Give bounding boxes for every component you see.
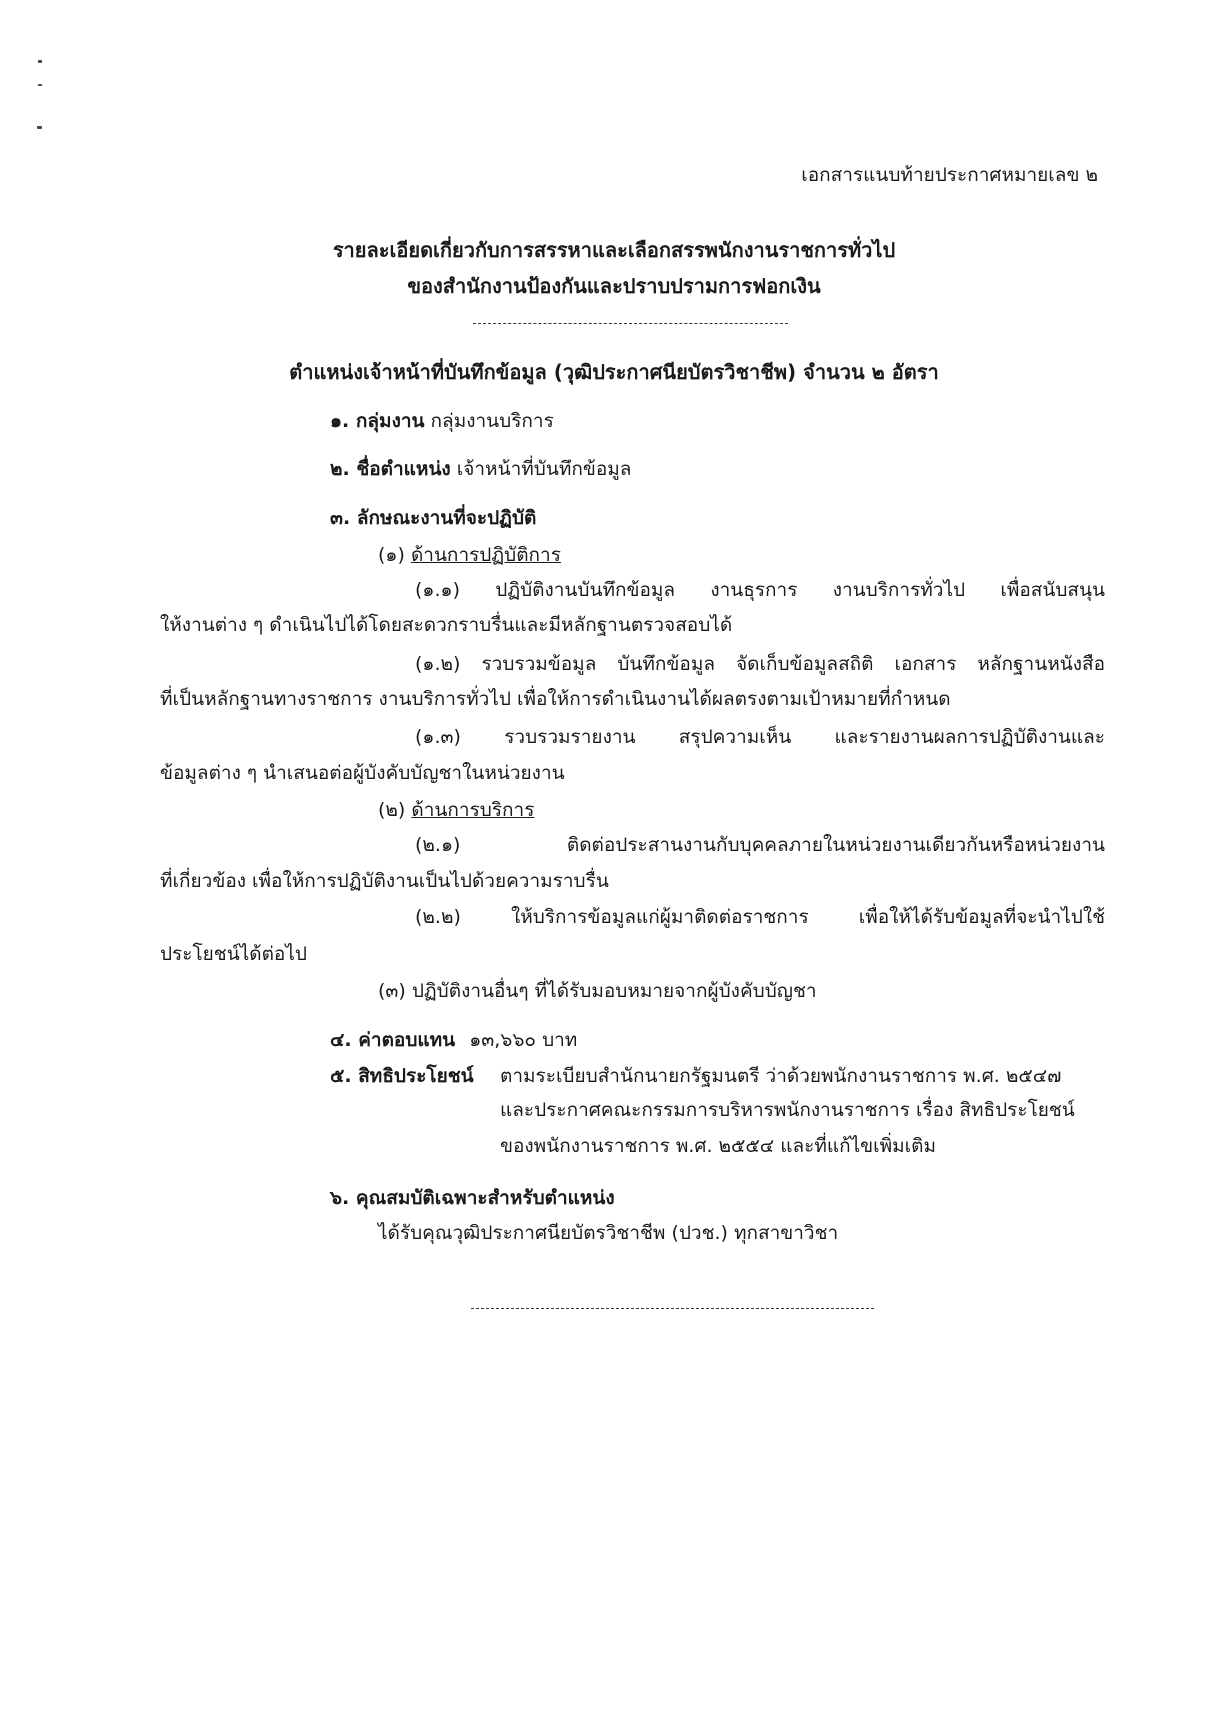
section-2-value: เจ้าหน้าที่บันทึกข้อมูล [456, 458, 632, 480]
attachment-reference: เอกสารแนบท้ายประกาศหมายเลข ๒ [801, 164, 1098, 186]
item-1-1-line1: (๑.๑) ปฏิบัติงานบันทึกข้อมูล งานธุรการ งานบริการทั่วไป เพื่อสนับสนุน [415, 579, 1105, 601]
section-2 [330, 456, 631, 482]
section-3-sub3: (๓) ปฏิบัติงานอื่นๆ ที่ได้รับมอบหมายจากผู้บังคับบัญชา [378, 980, 817, 1002]
item-1-3-line1: (๑.๓) รวบรวมรายงาน สรุปความเห็น และรายงานผลการปฏิบัติงานและ [415, 726, 1105, 748]
position-heading: ตำแหน่งเจ้าหน้าที่บันทึกข้อมูล (วุฒิประกาศนียบัตรวิชาชีพ) จำนวน ๒ อัตรา [289, 360, 939, 384]
section-6-value: ได้รับคุณวุฒิประกาศนียบัตรวิชาชีพ (ปวช.) ทุกสาขาวิชา [378, 1222, 839, 1244]
item-2-2-line2: ประโยชน์ได้ต่อไป [160, 943, 307, 965]
section-1-label: ๑. กลุ่มงาน [330, 410, 425, 432]
scan-mark [38, 60, 42, 63]
section-4-value: ๑๓,๖๖๐ บาท [469, 1029, 578, 1051]
item-2-2-line1: (๒.๒) ให้บริการข้อมูลแก่ผู้มาติดต่อราชการ เพื่อให้ได้รับข้อมูลที่จะนำไปใช้ [415, 906, 1105, 928]
scan-mark [38, 84, 42, 86]
section-4 [330, 1027, 577, 1053]
section-6-label: ๖. คุณสมบัติเฉพาะสำหรับตำแหน่ง [330, 1187, 615, 1209]
title-divider [473, 323, 788, 324]
scan-mark [37, 126, 42, 129]
sub1-title: ด้านการปฏิบัติการ [410, 544, 561, 566]
section-4-label: ๔. ค่าตอบแทน [330, 1029, 456, 1051]
item-2-1-line1: (๒.๑) ติดต่อประสานงานกับบุคคลภายในหน่วยงานเดียวกันหรือหน่วยงาน [415, 834, 1105, 856]
section-5-line1: ตามระเบียบสำนักนายกรัฐมนตรี ว่าด้วยพนักงานราชการ พ.ศ. ๒๕๔๗ [500, 1065, 1062, 1087]
item-2-1-line2: ที่เกี่ยวข้อง เพื่อให้การปฏิบัติงานเป็นไปด้วยความราบรื่น [160, 870, 609, 892]
section-1-value: กลุ่มงานบริการ [430, 410, 554, 432]
sub2-number: (๒) [378, 799, 406, 821]
item-1-2-line2: ที่เป็นหลักฐานทางราชการ งานบริการทั่วไป เพื่อให้การดำเนินงานได้ผลตรงตามเป้าหมายที่กำหนด [160, 688, 951, 710]
section-3-label: ๓. ลักษณะงานที่จะปฏิบัติ [330, 507, 537, 529]
section-5-label: ๕. สิทธิประโยชน์ [330, 1065, 474, 1087]
section-5-line2: และประกาศคณะกรรมการบริหารพนักงานราชการ เรื่อง สิทธิประโยชน์ [500, 1099, 1075, 1121]
section-5-line3: ของพนักงานราชการ พ.ศ. ๒๕๕๔ และที่แก้ไขเพิ่มเติม [500, 1135, 937, 1157]
section-1 [330, 408, 554, 434]
section-3-sub1 [378, 542, 561, 568]
sub2-title: ด้านการบริการ [411, 799, 535, 821]
section-3-sub2 [378, 797, 534, 823]
document-title-line2: ของสำนักงานป้องกันและปราบปรามการฟอกเงิน [407, 274, 821, 298]
document-title-line1: รายละเอียดเกี่ยวกับการสรรหาและเลือกสรรพนักงานราชการทั่วไป [332, 238, 896, 262]
item-1-2-line1: (๑.๒) รวบรวมข้อมูล บันทึกข้อมูล จัดเก็บข้อมูลสถิติ เอกสาร หลักฐานหนังสือ [415, 653, 1105, 675]
end-divider [471, 1308, 874, 1309]
sub1-number: (๑) [378, 544, 405, 566]
section-2-label: ๒. ชื่อตำแหน่ง [330, 458, 451, 480]
item-1-1-line2: ให้งานต่าง ๆ ดำเนินไปได้โดยสะดวกราบรื่นและมีหลักฐานตรวจสอบได้ [160, 614, 733, 636]
item-1-3-line2: ข้อมูลต่าง ๆ นำเสนอต่อผู้บังคับบัญชาในหน่วยงาน [160, 762, 565, 784]
